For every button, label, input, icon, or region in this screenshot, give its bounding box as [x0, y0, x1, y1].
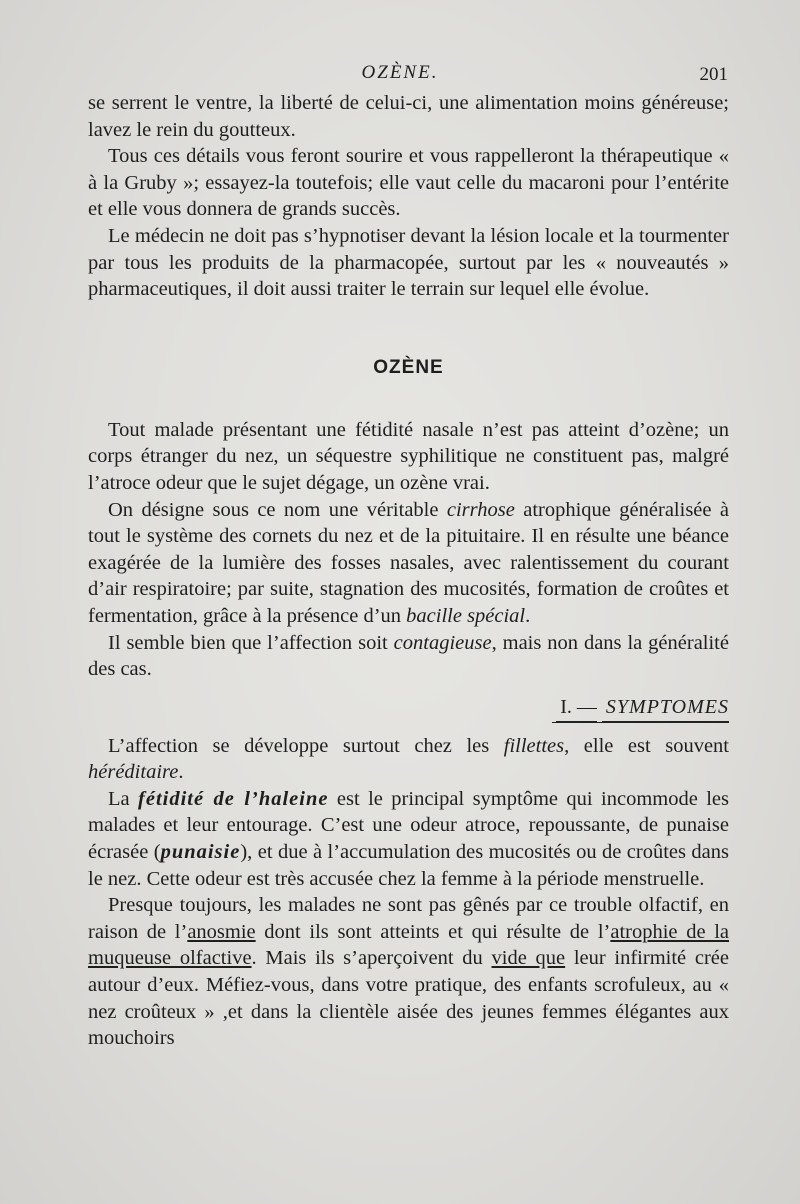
page-number: 201 [699, 64, 728, 85]
paragraph: La fétidité de l’haleine est le principal symptôme qui incommode les malades et leur entourage. C’est une odeur atroce, repoussante, de punaise écrasée (punaisie), et due à l’accumulation des mucosités ou de croûtes dans le nez. Cette odeur est très accusée chez la femme à la période menstruelle. [88, 787, 730, 890]
paragraph: Le médecin ne doit pas s’hypnotiser devant la lésion locale et la tourmenter par tous les produits de la pharmacopée, surtout par les « nouveautés » pharmaceutiques, il doit aussi traiter le terrain sur lequel elle évolue. [88, 224, 729, 301]
paragraph-continued: se serrent le ventre, la liberté de celui-ci, une alimentation moins généreuse; lavez le rein du goutteux. [88, 92, 729, 141]
body-text [88, 90, 729, 1052]
paragraph: Presque toujours, les malades ne sont pas gênés par ce trouble olfactif, en raison de l’anosmie dont ils sont atteints et qui résulte de l’atrophie de la muqueuse olfactive. Mais ils s’aperçoivent du vide que leur infirmité crée autour d’eux. Méfiez-vous, dans votre pratique, des enfants scrofuleux, au « nez croûteux » ,et dans la clientèle aisée des jeunes femmes élégantes aux mouchoirs [88, 894, 730, 1050]
subsection-number: I. — [556, 693, 597, 722]
emphasis: cirrhose [446, 498, 515, 521]
emphasis: héréditaire [88, 761, 179, 784]
paragraph: Tout malade présentant une fétidité nasale n’est pas atteint d’ozène; un corps étranger du nez, un séquestre syphilitique ne constituent pas, malgré l’atroce odeur que le sujet dégage, un ozène vrai. [88, 418, 729, 494]
underlined-text: anosmie [187, 920, 256, 943]
underlined-text: atrophie de la muqueuse olfactive [88, 920, 730, 970]
emphasis: fillettes [503, 734, 565, 757]
paragraph: Il semble bien que l’affection soit contagieuse, mais non dans la généralité des cas. [88, 631, 729, 681]
running-title: OZÈNE. [361, 62, 439, 83]
subsection-title: SYMPTOMES [602, 693, 729, 722]
paragraph: Tous ces détails vous feront sourire et vous rappelleront la thérapeutique « à la Gruby »; essayez-la toutefois; elle vaut celle du macaroni pour l’entérite et elle vous donnera de grands succès. [88, 145, 729, 221]
underlined-text: vide que [491, 947, 566, 970]
paragraph: On désigne sous ce nom une véritable cirrhose atrophique généralisée à tout le système des cornets du nez et de la pituitaire. Il en résulte une béance exagérée de la lumière des fosses nasales, avec ralentissement du courant d’air respiratoire; par suite, stagnation des mucosités, formation de croûtes et fermentation, grâce à la présence d’un bacille spécial. [88, 498, 729, 627]
bold-emphasis: fétidité de l’haleine [138, 787, 329, 810]
emphasis: contagieuse [393, 631, 492, 654]
section-title: OZÈNE [373, 356, 444, 378]
emphasis: bacille spécial [406, 604, 526, 627]
running-head [0, 60, 800, 90]
subsection-heading [88, 693, 729, 723]
paragraph: L’affection se développe surtout chez les fillettes, elle est souvent héréditaire. [88, 734, 729, 784]
bold-emphasis: punaisie [160, 841, 241, 864]
